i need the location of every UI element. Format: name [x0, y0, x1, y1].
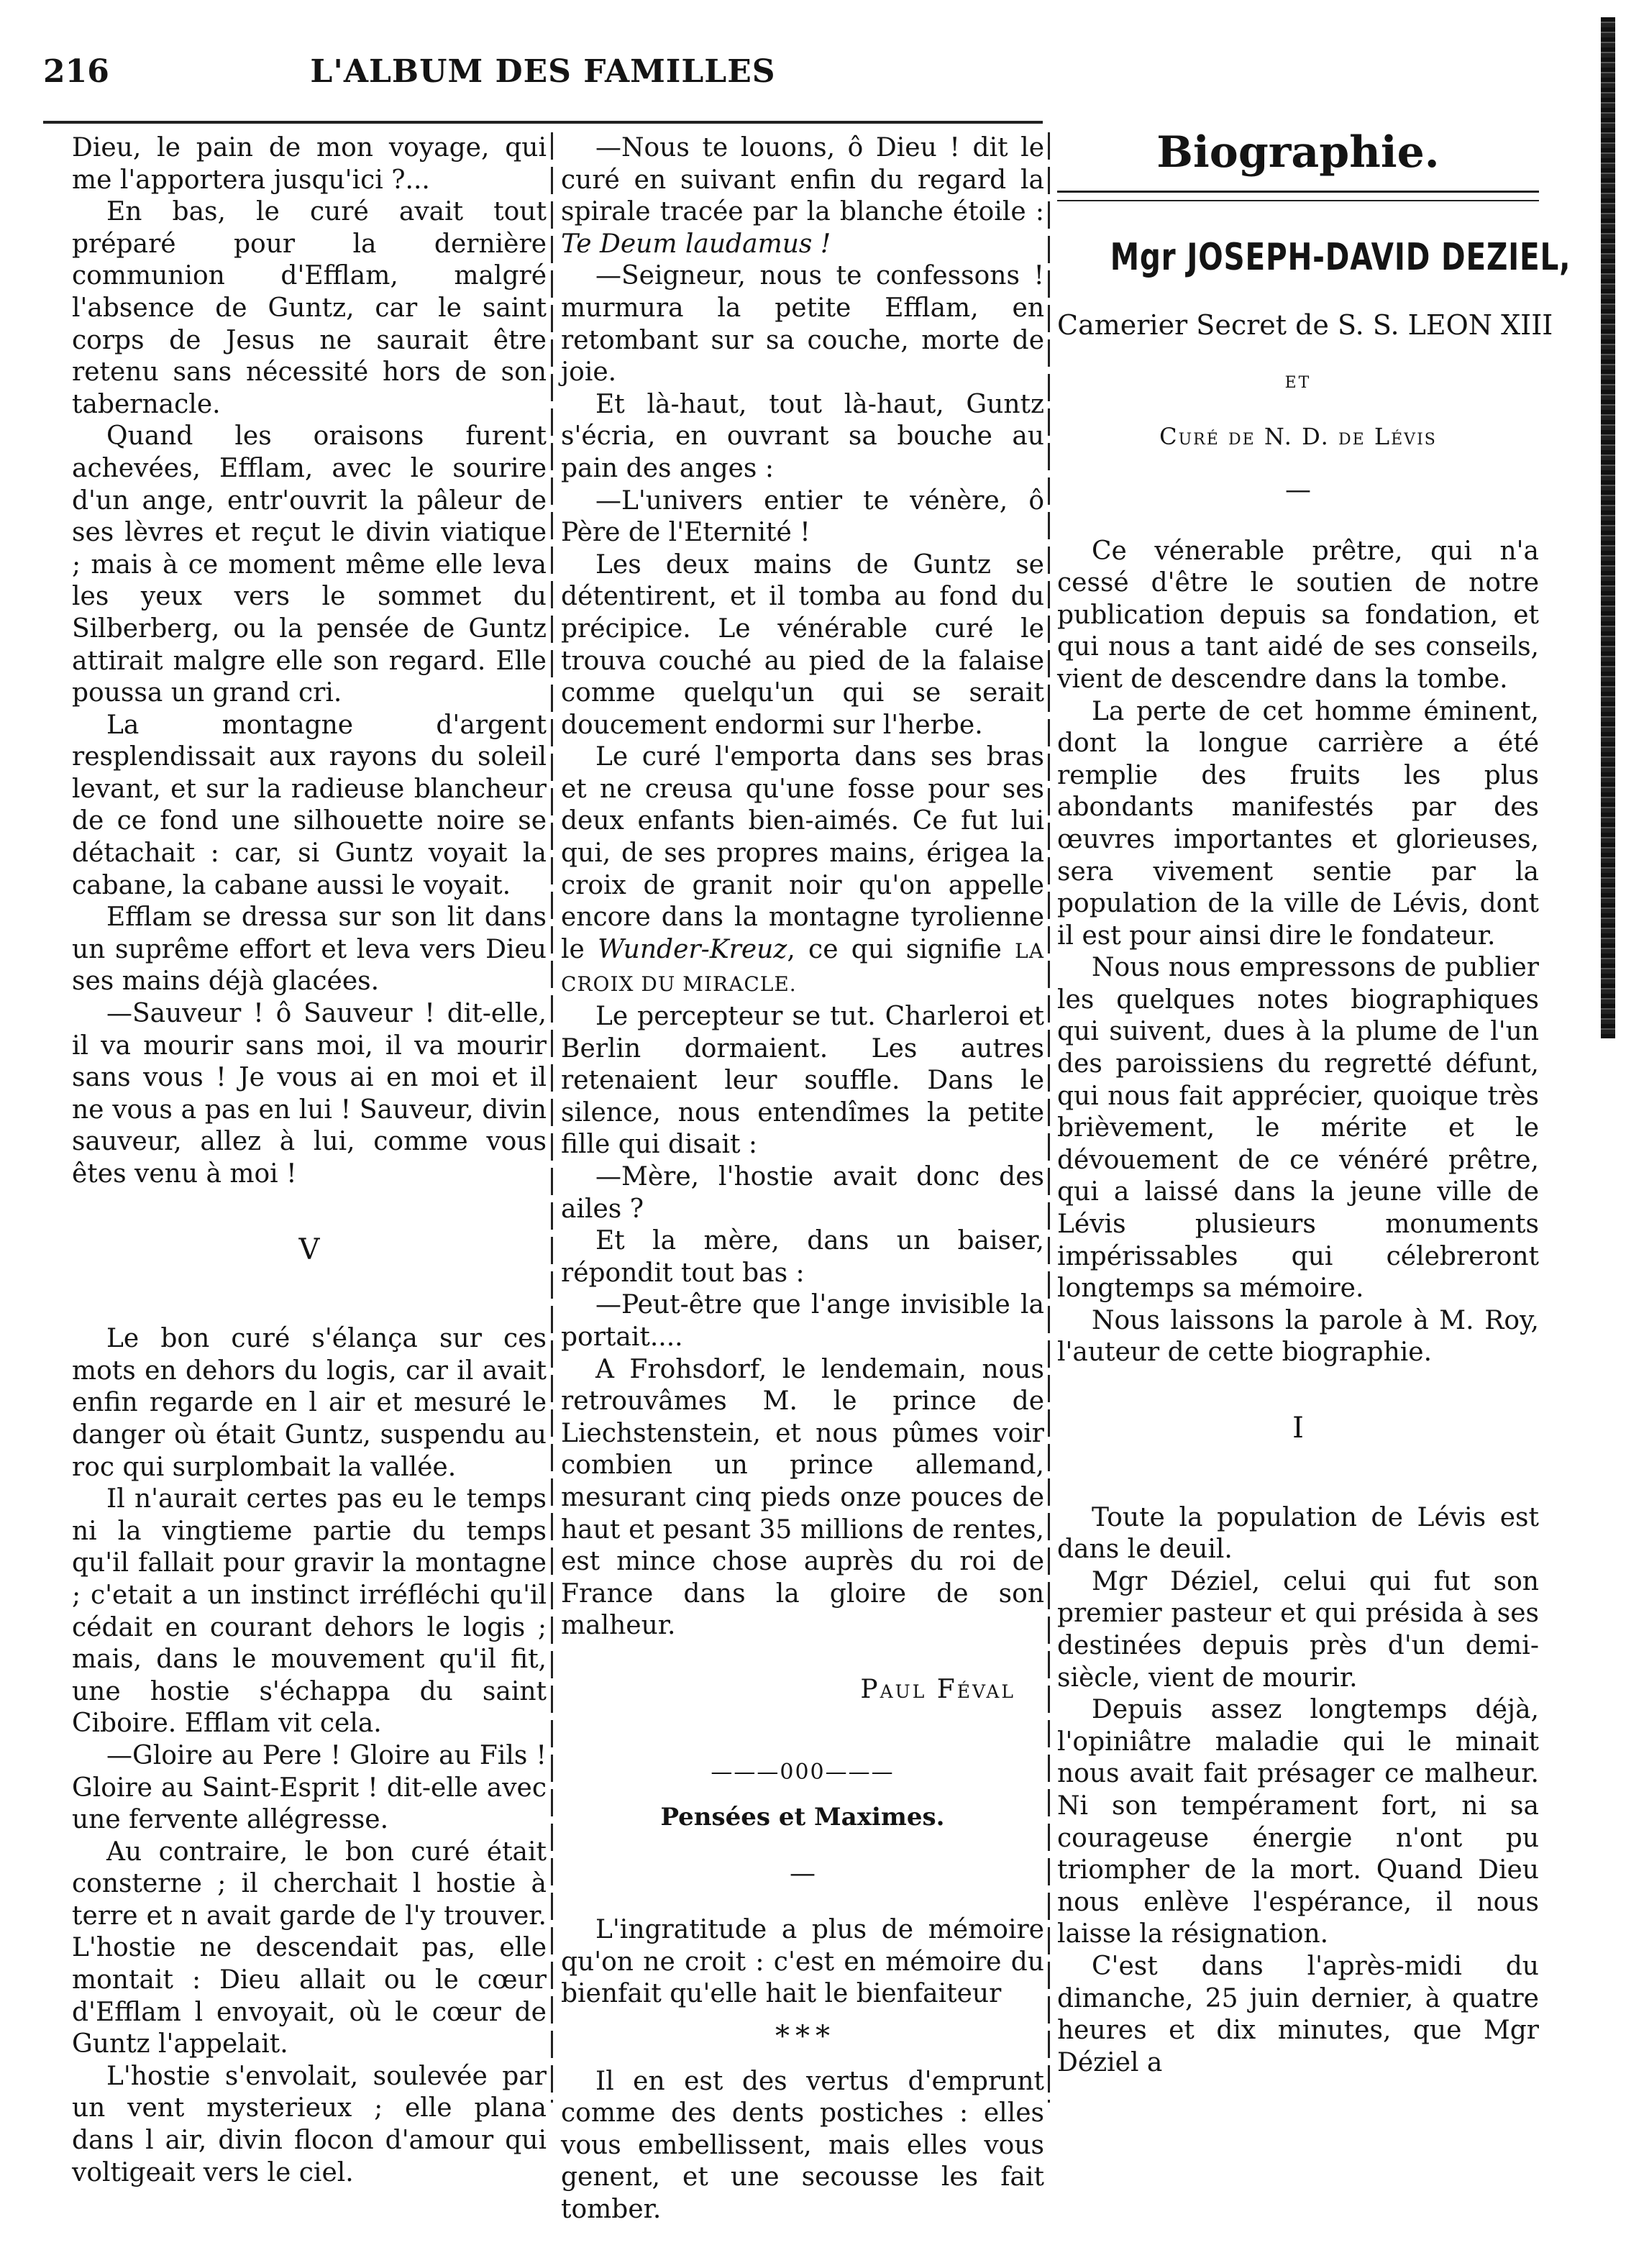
paragraph: Toute la population de Lévis est dans le deuil.	[1057, 1502, 1539, 1565]
paragraph	[561, 741, 1044, 1001]
biography-subtitle: Camerier Secret de S. S. LEON XIII	[1057, 309, 1553, 342]
paragraph: Mgr Déziel, celui qui fut son premier pasteur et qui présida à ses destinées depuis près d'un demi-siècle, vient de mourir.	[1057, 1566, 1539, 1693]
paragraph: A Frohsdorf, le lendemain, nous retrouvâmes M. le prince de Liechstenstein, et nous pûmes voir combien un prince allemand, mesurant cinq pieds onze pouces de haut et pesant 35 millions de rentes, est mince chose auprès du roi de France dans la gloire de son malheur.	[561, 1354, 1044, 1641]
asterism: * * *	[775, 2020, 830, 2054]
paragraph: Le bon curé s'élança sur ces mots en dehors du logis, car il avait enfin regarde en l air et mesuré le danger où était Guntz, suspendu au roc qui surplombait la vallée.	[72, 1324, 547, 1482]
paragraph: Nous laissons la parole à M. Roy, l'auteur de cette biographie.	[1057, 1305, 1539, 1368]
column-rule-1	[551, 132, 553, 2103]
paragraph: —Gloire au Pere ! Gloire au Fils ! Gloire au Saint-Esprit ! dit-elle avec une fervente allégresse.	[72, 1740, 547, 1835]
paragraph: Les deux mains de Guntz se détentirent, et il tomba au fond du précipice. Le vénérable curé le trouva couché au pied de la falaise comme quelqu'un qui se serait doucement endormi sur l'herbe.	[561, 549, 1044, 740]
page-edge-mark	[1601, 17, 1615, 1038]
paragraph: —L'univers entier te vénère, ô Père de l'Eternité !	[561, 485, 1044, 548]
paragraph: —Sauveur ! ô Sauveur ! dit-elle, il va mourir sans moi, il va mourir sans vous ! Je vous ai en moi et il ne vous a pas en lui ! Sauveur, divin sauveur, allez à lui, comme vous êtes venu à moi !	[72, 999, 547, 1189]
paragraph: Nous nous empressons de publier les quelques notes biographiques qui suivent, dues à la plume de l'un des paroissiens du regretté défunt, qui nous fait apprécier, quoique très brièvement, le mérite et le dévouement de ce vénéré prêtre, qui a laissé dans la jeune ville de Lévis plusieurs monuments impérissables qui célebreront longtemps sa mémoire.	[1057, 953, 1539, 1304]
paragraph: L'hostie s'envolait, soulevée par un vent mysterieux ; elle plana dans l air, divin flocon d'amour qui voltigeait vers le ciel.	[72, 2061, 547, 2187]
italic-phrase: Wunder-Kreuz	[598, 934, 787, 964]
double-rule	[1057, 191, 1539, 201]
maxim: Il en est des vertus d'emprunt comme des dents postiches : elles vous embellissent, mais elles vous genent, et une secousse les fait tomber.	[561, 2066, 1044, 2225]
column-1	[72, 132, 547, 2187]
paragraph: Le percepteur se tut. Charleroi et Berlin dormaient. Les autres retenaient leur souffle. Dans le silence, nous entendîmes la petite fille qui disait :	[561, 1002, 1044, 1160]
paragraph: Efflam se dressa sur son lit dans un suprême effort et leva vers Dieu ses mains déjà glacées.	[72, 902, 547, 997]
dash-divider: —	[790, 1858, 816, 1888]
section-title: Pensées et Maximes.	[660, 1803, 945, 1832]
biography-role: Curé de N. D. de Lévis	[1159, 423, 1437, 451]
paragraph: La montagne d'argent resplendissait aux rayons du soleil levant, et sur la radieuse blancheur de ce fond une silhouette noire se détachait : car, si Guntz voyait la cabane, la cabane aussi le voyait.	[72, 710, 547, 900]
paragraph: Ce vénerable prêtre, qui n'a cessé d'être le soutien de notre publication depuis sa fondation, et qui nous a tant aidé de ses conseils, vient de descendre dans la tombe.	[1057, 536, 1539, 694]
caps-phrase: LA CROIX DU MIRACLE.	[561, 938, 1044, 997]
paragraph: C'est dans l'après-midi du dimanche, 25 juin dernier, à quatre heures et dix minutes, que Mgr Déziel a	[1057, 1951, 1539, 2077]
author-signature: Paul Féval	[860, 1674, 1015, 1704]
header-rule	[43, 121, 1043, 124]
paragraph-text: , ce qui signifie	[787, 934, 1002, 964]
ornament-divider: ———000———	[711, 1759, 895, 1785]
column-rule-2	[1048, 132, 1050, 2103]
paragraph: Quand les oraisons furent achevées, Efflam, avec le sourire d'un ange, entr'ouvrit la pâleur de ses lèvres et reçut le divin viatique ; mais à ce moment même elle leva les yeux vers le sommet du Silberberg, ou la pensée de Guntz attirait malgre elle son regard. Elle poussa un grand cri.	[72, 421, 547, 708]
dash-divider: —	[1285, 475, 1311, 505]
paragraph-text: —Nous te louons, ô Dieu ! dit le curé en suivant enfin du regard la spirale tracée par la blanche étoile :	[561, 133, 1044, 227]
paragraph: Et là-haut, tout là-haut, Guntz s'écria, en ouvrant sa bouche au pain des anges :	[561, 389, 1044, 483]
paragraph: Et la mère, dans un baiser, répondit tout bas :	[561, 1226, 1044, 1288]
running-head: L'ALBUM DES FAMILLES	[310, 53, 776, 90]
paragraph: Au contraire, le bon curé était consterne ; il cherchait l hostie à terre et n avait garde de l'y trouver. L'hostie ne descendait pas, elle montait : Dieu allait ou le cœur d'Efflam l envoyait, où le cœur de Guntz l'appelait.	[72, 1837, 547, 2059]
paragraph: —Mère, l'hostie avait donc des ailes ?	[561, 1162, 1044, 1224]
maxim: L'ingratitude a plus de mémoire qu'on ne croit : c'est en mémoire du bienfait qu'elle hait le bienfaiteur	[561, 1915, 1044, 2009]
paragraph: Depuis assez longtemps déjà, l'opiniâtre maladie qui le minait nous avait fait présager ce malheur. Ni son tempérament fort, ni sa courageuse énergie n'ont pu triompher de la mort. Quand Dieu nous enlève l'espérance, il nous laisse la résignation.	[1057, 1695, 1539, 1949]
chapter-number: V	[298, 1233, 320, 1266]
paragraph: —Peut-être que l'ange invisible la portait....	[561, 1290, 1044, 1352]
column-3	[1057, 127, 1571, 2124]
chapter-number: I	[1292, 1412, 1304, 1445]
biography-name: Mgr JOSEPH-DAVID DEZIEL,	[1110, 235, 1571, 279]
page-number: 216	[43, 53, 109, 90]
italic-phrase: Te Deum laudamus !	[561, 229, 831, 259]
paragraph	[561, 132, 1044, 260]
paragraph: —Seigneur, nous te confessons ! murmura la petite Efflam, en retombant sur sa couche, morte de joie.	[561, 261, 1044, 388]
conjunction: ET	[1284, 373, 1312, 392]
biography-title: Biographie.	[1156, 127, 1440, 178]
paragraph-text: Le curé l'emporta dans ses bras et ne creusa qu'une fosse pour ses deux enfants bien-aimés. Ce fut lui qui, de ses propres mains, érigea la croix de granit noir qu'on appelle encore dans la montagne tyrolienne le	[561, 742, 1044, 964]
paragraph: Il n'aurait certes pas eu le temps ni la vingtieme partie du temps qu'il fallait pour gravir la montagne ; c'etait a un instinct irréfléchi qu'il cédait en courant dehors le logis ; mais, dans le mouvement qu'il fit, une hostie s'échappa du saint Ciboire. Efflam vit cela.	[72, 1484, 547, 1739]
page-header	[43, 37, 1043, 95]
column-2	[561, 132, 1044, 2225]
paragraph: La perte de cet homme éminent, dont la longue carrière a été remplie des fruits les plus abondants manifestés par des œuvres importantes et glorieuses, sera vivement sentie par la population de la ville de Lévis, dont il est pour ainsi dire le fondateur.	[1057, 696, 1539, 951]
paragraph: En bas, le curé avait tout préparé pour la dernière communion d'Efflam, malgré l'absence de Guntz, car le saint corps de Jesus ne saurait être retenu sans nécessité hors de son tabernacle.	[72, 197, 547, 419]
paragraph: Dieu, le pain de mon voyage, qui me l'apportera jusqu'ici ?...	[72, 133, 547, 195]
